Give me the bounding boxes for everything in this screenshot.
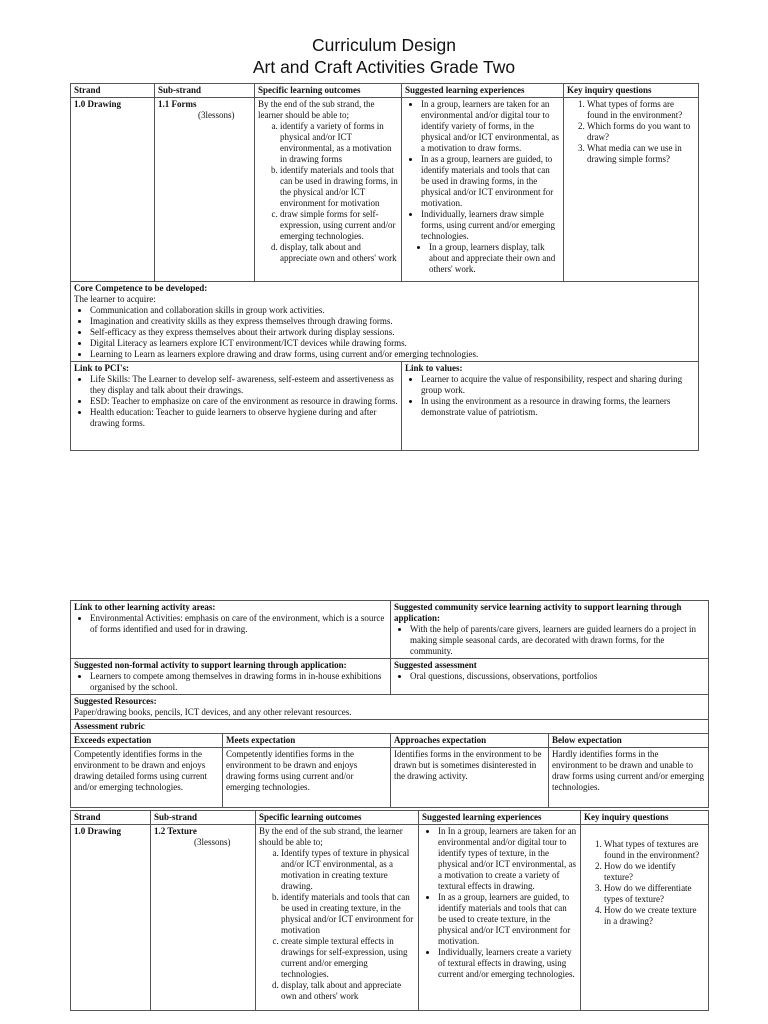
list-item: • Digital Literacy as learners explore ICT environment/ICT devices while drawing forms. xyxy=(90,338,695,349)
rubric-cell-exceeds: Competently identifies forms in the environment to be drawn and enjoys drawing detailed forms using current and/or emerging technologies. xyxy=(71,747,223,807)
assessment-cell xyxy=(391,659,709,695)
table-row xyxy=(71,97,699,281)
rubric-cell-below: Hardly identifies forms in the environment to be drawn and unable to draw forms using current and/or emerging technologies. xyxy=(549,747,709,807)
experiences-cell xyxy=(402,97,564,281)
substrand-cell xyxy=(151,824,256,1010)
nonformal-cell xyxy=(71,659,391,695)
list-item: • Communication and collaboration skills in group work activities. xyxy=(90,305,695,316)
experiences-cell xyxy=(419,824,581,1010)
list-item: • Individually, learners create a variety of textural effects in drawing, using current and/or emerging technologies. xyxy=(438,947,577,980)
lesson-count: (3lessons) xyxy=(198,109,235,120)
values-title: Link to values: xyxy=(405,362,463,373)
header-strand: Strand xyxy=(71,811,151,825)
community-title: Suggested community service learning activity to support learning through application: xyxy=(394,602,682,623)
rubric-header-row xyxy=(71,733,709,747)
lesson-count: (3lessons) xyxy=(194,836,231,847)
values-cell xyxy=(402,361,699,450)
core-competence-title: Core Competence to be developed: xyxy=(74,282,208,293)
outcomes-cell xyxy=(255,97,402,281)
list-item: • Life Skills: The Learner to develop self- awareness, self-esteem and assertiveness as they display and talk about their drawings. xyxy=(90,374,398,396)
other-areas-title: Link to other learning activity areas: xyxy=(74,602,216,612)
table-row xyxy=(71,281,699,361)
rubric-title: Assessment rubric xyxy=(71,719,709,733)
rubric-header-below: Below expectation xyxy=(549,733,709,747)
resources-title: Suggested Resources: xyxy=(74,695,157,706)
outcomes-intro: By the end of the sub strand, the learner should be able to; xyxy=(258,98,375,120)
document-title: Curriculum Design xyxy=(312,35,456,55)
questions-cell xyxy=(564,97,699,281)
list-item: • With the help of parents/care givers, learners are guided learners do a project in making simple seasonal cards, are decorated with drawn forms, for the community. xyxy=(410,624,705,657)
outcomes-intro: By the end of the sub strand, the learner should be able to; xyxy=(259,825,403,847)
strand-cell: 1.0 Drawing xyxy=(71,97,155,281)
rubric-cell-approaches: Identifies forms in the environment to be drawn but is sometimes disinterested in the drawing activity. xyxy=(391,747,549,807)
curriculum-table-texture xyxy=(70,810,709,1011)
other-areas-cell xyxy=(71,601,391,659)
questions-cell xyxy=(581,824,709,1010)
assessment-title: Suggested assessment xyxy=(394,660,477,670)
table-row xyxy=(71,361,699,450)
header-outcomes: Specific learning outcomes xyxy=(256,811,419,825)
header-outcomes: Specific learning outcomes xyxy=(255,84,402,98)
list-item: • Learner to acquire the value of responsibility, respect and sharing during group work. xyxy=(421,374,695,396)
list-item: • Self-efficacy as they express themselves about their artwork during display sessions. xyxy=(90,327,695,338)
list-item: 1. What types of textures are found in the environment? xyxy=(604,839,705,861)
header-substrand: Sub-strand xyxy=(155,84,255,98)
pci-title: Link to PCI's: xyxy=(74,362,130,373)
core-competence-cell xyxy=(71,281,699,361)
table-row xyxy=(71,694,709,719)
table-row xyxy=(71,719,709,733)
list-item: • In a group, learners display, talk about and appreciate their own and others' work. xyxy=(429,242,560,275)
list-item: • In a group, learners are taken for an environmental and/or digital tour to identify variety of forms, in the physical and/or ICT environmental, as a motivation to draw forms. xyxy=(421,99,560,154)
list-item: 2. How do we identify texture? xyxy=(604,861,705,883)
list-item: b. identify materials and tools that can be used in drawing forms, in the physical and/or ICT environment for motivation xyxy=(280,165,398,209)
list-item: • ESD: Teacher to emphasize on care of the environment as resource in drawing forms. xyxy=(90,396,398,407)
list-item: a. Identify types of texture in physical and/or ICT environmental, as a motivation in creating texture drawing. xyxy=(281,848,415,892)
list-item: • Imagination and creativity skills as they express themselves through drawing forms. xyxy=(90,316,695,327)
list-item: d. display, talk about and appreciate own and others' work xyxy=(280,242,398,264)
header-questions: Key inquiry questions xyxy=(581,811,709,825)
rubric-cell-meets: Competently identifies forms in the environment to be drawn and enjoys drawing forms using current and/or emerging technologies. xyxy=(223,747,391,807)
substrand-name: 1.1 Forms xyxy=(158,98,197,109)
list-item: b. identify materials and tools that can be used in creating texture, in the physical and/or ICT environment for motivation xyxy=(281,892,415,936)
list-item: • Health education: Teacher to guide learners to observe hygiene during and after drawing forms. xyxy=(90,407,398,429)
header-experiences: Suggested learning experiences xyxy=(419,811,581,825)
nonformal-title: Suggested non-formal activity to support learning through application: xyxy=(74,660,347,670)
pci-cell xyxy=(71,361,402,450)
list-item: 2. Which forms do you want to draw? xyxy=(587,121,695,143)
list-item: • Environmental Activities: emphasis on care of the environment, which is a source of forms identified and used for in drawing. xyxy=(90,613,387,635)
resources-text: Paper/drawing books, pencils, ICT devices, and any other relevant resources. xyxy=(74,706,352,717)
substrand-name: 1.2 Texture xyxy=(154,825,197,836)
community-cell xyxy=(391,601,709,659)
rubric-header-meets: Meets expectation xyxy=(223,733,391,747)
table-header-row xyxy=(71,811,709,825)
list-item: d. display, talk about and appreciate own and others' work xyxy=(281,980,415,1002)
list-item: 4. How do we create texture in a drawing? xyxy=(604,905,705,927)
list-item: • Oral questions, discussions, observations, portfolios xyxy=(410,671,705,682)
list-item: • Learning to Learn as learners explore drawing and draw forms, using current and/or emerging technologies. xyxy=(90,349,695,360)
list-item: • In using the environment as a resource in drawing forms, the learners demonstrate value of patriotism. xyxy=(421,396,695,418)
table-row xyxy=(71,747,709,807)
rubric-header-approaches: Approaches expectation xyxy=(391,733,549,747)
table-row xyxy=(71,659,709,695)
list-item: a. identify a variety of forms in physical and/or ICT environmental, as a motivation in drawing forms xyxy=(280,121,398,165)
list-item: • In as a group, learners are guided, to identify materials and tools that can be used in drawing forms, in the physical and/or ICT environment for motivation. xyxy=(421,154,560,209)
header-substrand: Sub-strand xyxy=(151,811,256,825)
strand-cell: 1.0 Drawing xyxy=(71,824,151,1010)
learning-activities-table xyxy=(70,600,709,808)
header-experiences: Suggested learning experiences xyxy=(402,84,564,98)
header-strand: Strand xyxy=(71,84,155,98)
list-item: c. create simple textural effects in drawings for self-expression, using current and/or emerging technologies. xyxy=(281,936,415,980)
table-row xyxy=(71,601,709,659)
table-header-row xyxy=(71,84,699,98)
list-item: c. draw simple forms for self-expression, using current and/or emerging technologies. xyxy=(280,209,398,242)
curriculum-table-forms xyxy=(70,83,699,451)
list-item: • In as a group, learners are guided, to identify materials and tools that can be used to create texture, in the physical and/or ICT environment for motivation. xyxy=(438,892,577,947)
list-item: • In In a group, learners are taken for an environmental and/or digital tour to identify types of texture, in the physical and/or ICT environmental, as a motivation to create a variety of textural effects in drawing. xyxy=(438,826,577,892)
list-item: • Individually, learners draw simple forms, using current and/or emerging technologies. xyxy=(421,209,560,242)
header-questions: Key inquiry questions xyxy=(564,84,699,98)
outcomes-cell xyxy=(256,824,419,1010)
core-competence-intro: The learner to acquire: xyxy=(74,293,156,304)
document-subtitle: Art and Craft Activities Grade Two xyxy=(252,57,516,77)
table-row xyxy=(71,824,709,1010)
resources-cell xyxy=(71,694,709,719)
list-item: 3. What media can we use in drawing simple forms? xyxy=(587,143,695,165)
list-item: • Learners to compete among themselves in drawing forms in in-house exhibitions organised by the school. xyxy=(90,671,387,693)
rubric-header-exceeds: Exceeds expectation xyxy=(71,733,223,747)
substrand-cell xyxy=(155,97,255,281)
list-item: 1. What types of forms are found in the environment? xyxy=(587,99,695,121)
list-item: 3. How do we differentiate types of texture? xyxy=(604,883,705,905)
